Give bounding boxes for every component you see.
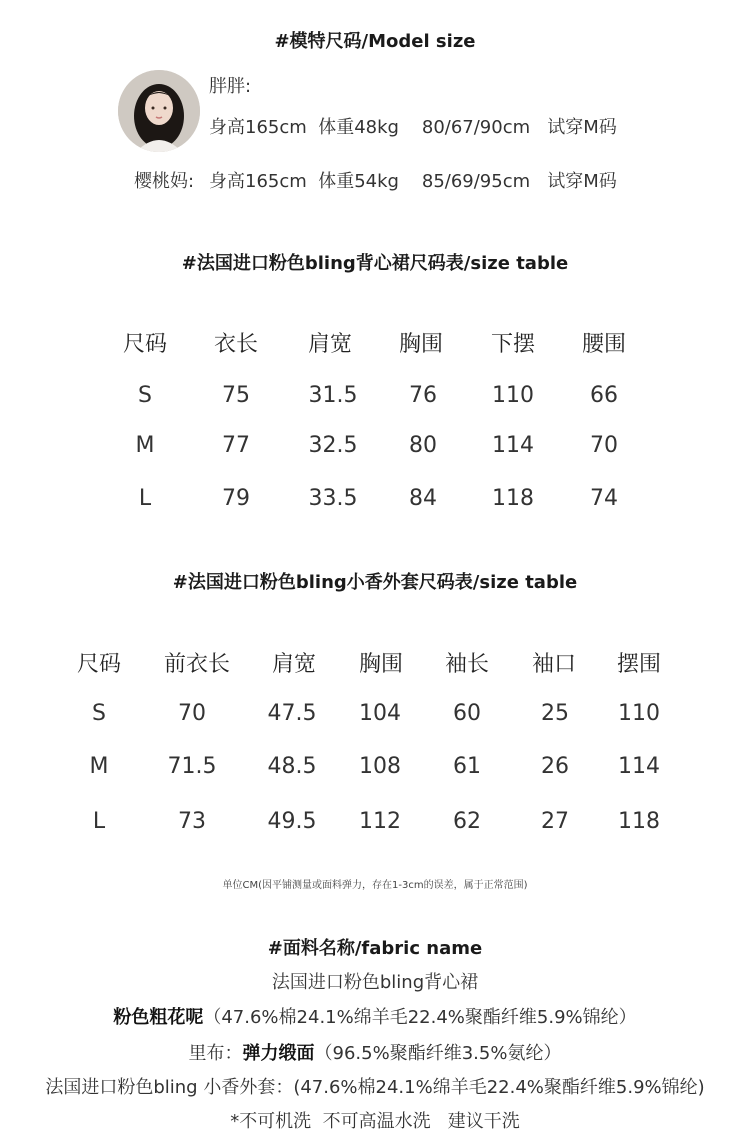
dress-cell: 32.5 xyxy=(308,433,358,458)
table-row xyxy=(0,701,750,731)
jacket-cell: 112 xyxy=(359,809,401,834)
jacket-cell: 108 xyxy=(359,754,401,779)
dress-cell: 66 xyxy=(590,383,618,408)
fabric-heading: #面料名称/fabric name xyxy=(267,938,483,959)
jacket-cell: 26 xyxy=(541,754,569,779)
dress-cell: M xyxy=(135,433,155,458)
fabric-tweed-name: 粉色粗花呢 xyxy=(113,1007,204,1028)
table-row xyxy=(0,433,750,463)
jacket-cell: L xyxy=(92,809,106,834)
jacket-size-heading: #法国进口粉色bling小香外套尺码表/size table xyxy=(172,572,578,593)
jacket-cell: 27 xyxy=(541,809,569,834)
fabric-lining-label: 里布： xyxy=(188,1043,243,1064)
table-row xyxy=(0,383,750,413)
dress-size-heading: #法国进口粉色bling背心裙尺码表/size table xyxy=(181,253,569,274)
model-avatar xyxy=(118,70,200,152)
dress-cell: 75 xyxy=(222,383,250,408)
jacket-header-cell: 摆围 xyxy=(616,652,661,677)
fabric-line-jacket: 法国进口粉色bling 小香外套：(47.6%棉24.1%绵羊毛22.4%聚酯纤维5.9%锦纶) xyxy=(45,1077,705,1098)
jacket-header-cell: 肩宽 xyxy=(271,652,316,677)
model1-name: 胖胖: xyxy=(209,76,252,97)
dress-cell: 74 xyxy=(590,486,618,511)
jacket-cell: 118 xyxy=(618,809,660,834)
dress-cell: 77 xyxy=(222,433,250,458)
dress-cell: 70 xyxy=(590,433,618,458)
dress-cell: 33.5 xyxy=(308,486,358,511)
dress-header-cell: 下摆 xyxy=(490,332,535,357)
dress-cell: 76 xyxy=(409,383,437,408)
jacket-cell: 49.5 xyxy=(267,809,317,834)
fabric-line-dress: 法国进口粉色bling背心裙 xyxy=(271,972,479,993)
jacket-header-cell: 尺码 xyxy=(76,652,121,677)
dress-header-cell: 胸围 xyxy=(398,332,443,357)
table-row xyxy=(0,754,750,784)
dress-cell: 118 xyxy=(492,486,534,511)
jacket-header-cell: 前衣长 xyxy=(163,652,230,677)
jacket-header-cell: 袖长 xyxy=(444,652,489,677)
care-instructions: *不可机洗 不可高温水洗 建议干洗 xyxy=(230,1111,520,1132)
fabric-line-lining xyxy=(0,1039,750,1065)
dress-cell: 79 xyxy=(222,486,250,511)
jacket-cell: 25 xyxy=(541,701,569,726)
table-row xyxy=(0,809,750,839)
dress-table-header xyxy=(0,327,750,357)
dress-header-cell: 尺码 xyxy=(122,332,167,357)
jacket-cell: 62 xyxy=(453,809,481,834)
fabric-line-tweed xyxy=(0,1003,750,1029)
dress-cell: 31.5 xyxy=(308,383,358,408)
measurement-note: 单位CM(因平铺测量或面料弹力，存在1-3cm的误差，属于正常范围) xyxy=(222,880,528,891)
model-size-heading: #模特尺码/Model size xyxy=(274,31,476,52)
jacket-cell: 70 xyxy=(178,701,206,726)
model-avatar-image xyxy=(118,70,200,152)
fabric-tweed-composition: （47.6%棉24.1%绵羊毛22.4%聚酯纤维5.9%锦纶） xyxy=(203,1007,637,1028)
model2-measurements: 身高165cm 体重54kg 85/69/95cm 试穿M码 xyxy=(209,171,617,192)
jacket-header-cell: 胸围 xyxy=(358,652,403,677)
jacket-cell: S xyxy=(92,701,106,726)
jacket-cell: 60 xyxy=(453,701,481,726)
dress-cell: 80 xyxy=(409,433,437,458)
table-row xyxy=(0,486,750,516)
dress-cell: L xyxy=(138,486,152,511)
dress-header-cell: 腰围 xyxy=(581,332,626,357)
jacket-cell: 110 xyxy=(618,701,660,726)
jacket-cell: 104 xyxy=(359,701,401,726)
model1-measurements: 身高165cm 体重48kg 80/67/90cm 试穿M码 xyxy=(209,117,617,138)
dress-header-cell: 肩宽 xyxy=(307,332,352,357)
jacket-cell: 48.5 xyxy=(267,754,317,779)
jacket-header-cell: 袖口 xyxy=(531,652,576,677)
fabric-lining-composition: （96.5%聚酯纤维3.5%氨纶） xyxy=(314,1043,562,1064)
jacket-cell: 47.5 xyxy=(267,701,317,726)
dress-cell: 114 xyxy=(492,433,534,458)
jacket-cell: 73 xyxy=(178,809,206,834)
fabric-lining-name: 弹力缎面 xyxy=(242,1043,315,1064)
dress-header-cell: 衣长 xyxy=(213,332,258,357)
jacket-cell: M xyxy=(89,754,109,779)
dress-cell: 110 xyxy=(492,383,534,408)
model2-name: 樱桃妈: xyxy=(134,171,195,192)
jacket-cell: 114 xyxy=(618,754,660,779)
dress-cell: S xyxy=(138,383,152,408)
jacket-cell: 61 xyxy=(453,754,481,779)
jacket-table-header xyxy=(0,647,750,677)
dress-cell: 84 xyxy=(409,486,437,511)
jacket-cell: 71.5 xyxy=(167,754,217,779)
